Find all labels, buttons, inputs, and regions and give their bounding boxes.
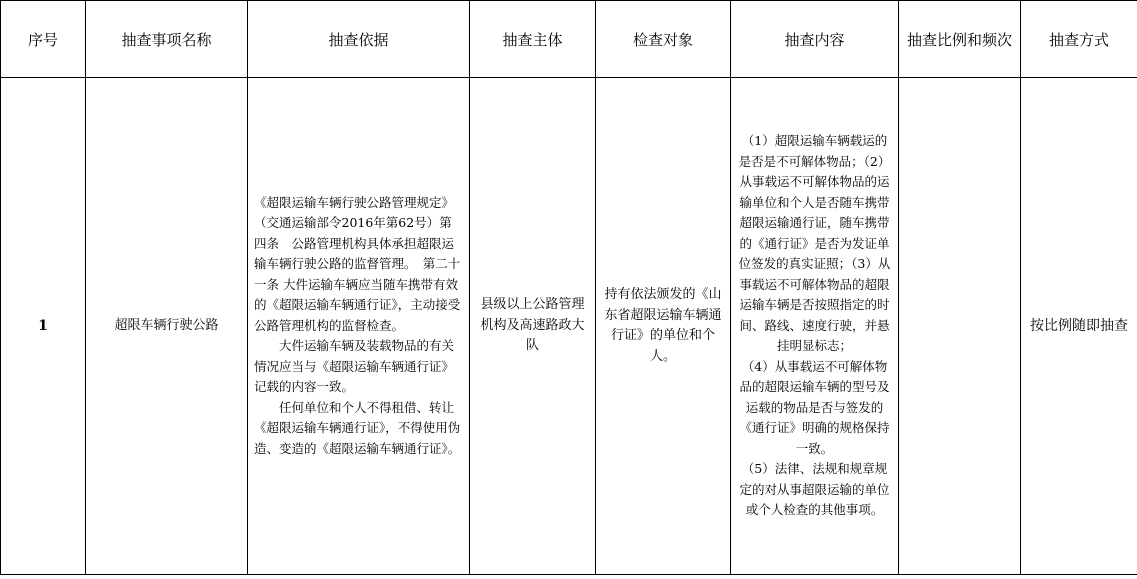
basis-paragraph-3: 任何单位和个人不得租借、转让《超限运输车辆通行证》，不得使用伪造、变造的《超限运输车辆通行证》。 [254,399,461,456]
header-subject[interactable]: 抽查主体 [470,1,596,78]
header-seq[interactable]: 序号 [1,1,86,78]
basis-paragraph-1: 《超限运输车辆行驶公路管理规定》（交通运输部令2016年第62号）第四条 公路管理机构具体承担超限运输车辆行驶公路的监督管理。 第二十一条 大件运输车辆应当随车携带有效的《超限运输车辆通行证》，主动接受公路管理机构的监督检查。 [254,194,461,333]
cell-basis[interactable] [248,78,470,575]
cell-seq[interactable]: 1 [1,78,86,575]
header-target[interactable]: 检查对象 [596,1,731,78]
header-basis[interactable]: 抽查依据 [248,1,470,78]
content-paragraph-1: （1）超限运输车辆载运的是否是不可解体物品；（2）从事载运不可解体物品的运输单位和个人是否随车携带超限运输通行证，随车携带的《通行证》是否为发证单位签发的真实证照；（3）从事载运不可解体物品的超限运输车辆是否按照指定的时间、路线、速度行驶，并悬挂明显标志； [738,133,891,354]
header-method[interactable]: 抽查方式 [1021,1,1137,78]
basis-paragraph-2: 大件运输车辆及装载物品的有关情况应当与《超限运输车辆通行证》记载的内容一致。 [254,338,455,395]
header-row [1,1,1137,78]
content-paragraph-3: （5）法律、法规和规章规定的对从事超限运输的单位或个人检查的其他事项。 [739,461,890,518]
cell-method[interactable]: 按比例随即抽查 [1021,78,1137,575]
cell-subject[interactable]: 县级以上公路管理机构及高速路政大队 [470,78,596,575]
cell-ratio[interactable] [899,78,1021,575]
cell-target[interactable]: 持有依法颁发的《山东省超限运输车辆通行证》的单位和个人。 [596,78,731,575]
header-content[interactable]: 抽查内容 [731,1,899,78]
header-ratio[interactable]: 抽查比例和频次 [899,1,1021,78]
header-item-name[interactable]: 抽查事项名称 [86,1,248,78]
cell-content[interactable] [731,78,899,575]
content-paragraph-2: （4）从事载运不可解体物品的超限运输车辆的型号及运载的物品是否与签发的《通行证》明确的规格保持一致。 [739,358,890,456]
table-row [1,78,1137,575]
cell-item-name[interactable]: 超限车辆行驶公路 [86,78,248,575]
